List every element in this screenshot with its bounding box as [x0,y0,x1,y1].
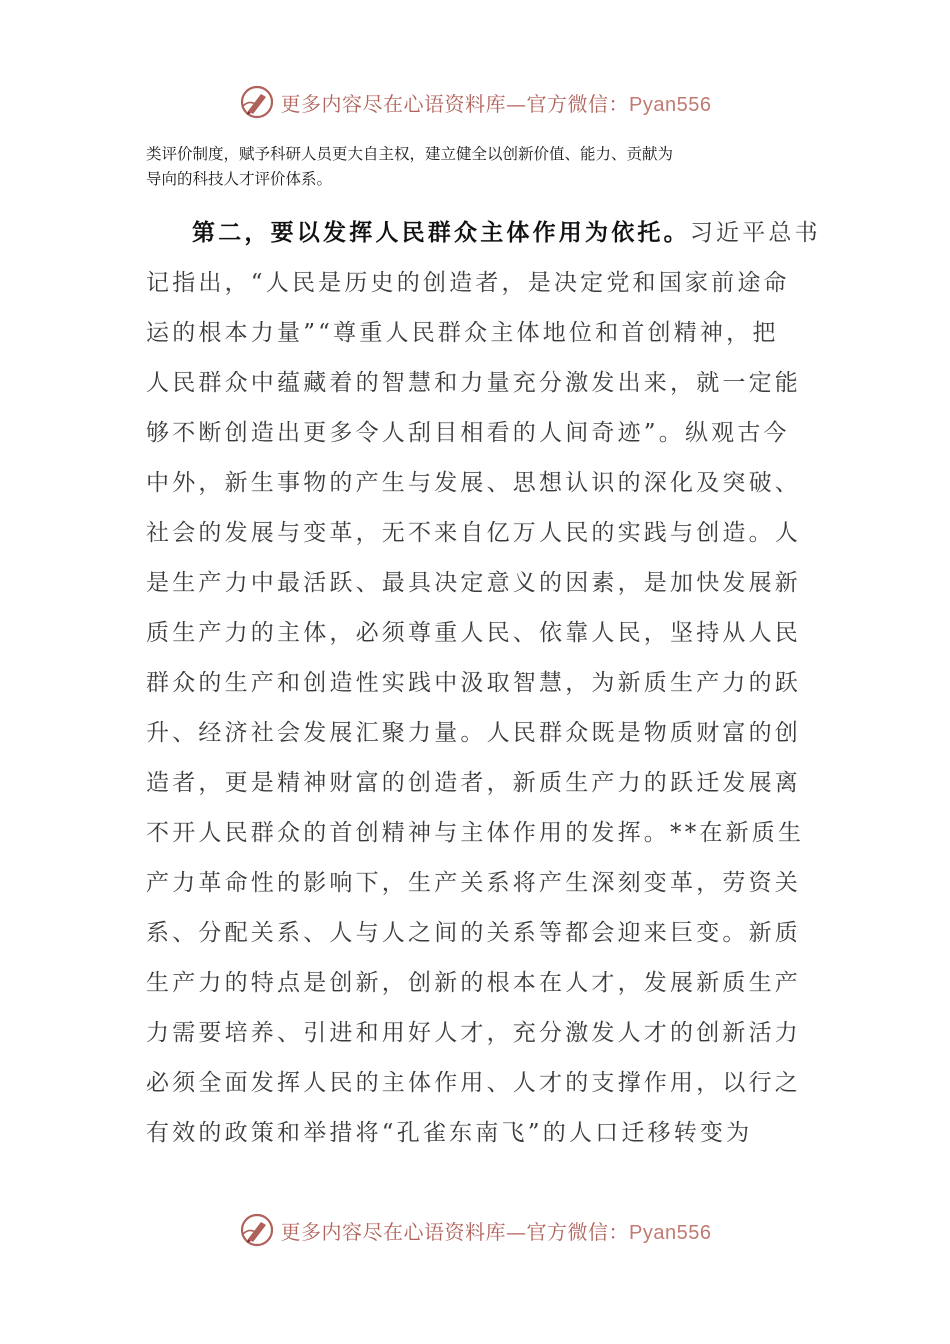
carryover-line: 类评价制度，赋予科研人员更大自主权，建立健全以创新价值、能力、贡献为 [146,145,674,163]
carryover-line: 导向的科技人才评价体系。 [146,170,333,188]
paragraph-line: 系、分配关系、人与人之间的关系等都会迎来巨变。新质 [146,920,801,946]
paragraph-line: 运的根本力量”“尊重人民群众主体地位和首创精神，把 [146,320,779,346]
pen-logo-icon [239,84,275,120]
paragraph-line: 产力革命性的影响下，生产关系将产生深刻变革，劳资关 [146,870,801,896]
paragraph-first-line-rest: 习近平总书 [689,220,821,246]
paragraph-line: 升、经济社会发展汇聚力量。人民群众既是物质财富的创 [146,720,801,746]
paragraph-line: 必须全面发挥人民的主体作用、人才的支撑作用，以行之 [146,1070,801,1096]
paragraph-line: 力需要培养、引进和用好人才，充分激发人才的创新活力 [146,1020,801,1046]
paragraph-line: 人民群众中蕴藏着的智慧和力量充分激发出来，就一定能 [146,370,801,396]
carryover-text [146,142,806,192]
paragraph-line: 不开人民群众的首创精神与主体作用的发挥。**在新质生 [146,820,805,846]
body-paragraph [146,208,821,1158]
footer-banner [0,1210,950,1250]
banner-text: 更多内容尽在心语资料库—官方微信：Pyan556 [280,1219,712,1244]
paragraph-line: 中外，新生事物的产生与发展、思想认识的深化及突破、 [146,470,801,496]
paragraph-lead: 第二，要以发挥人民群众主体作用为依托。 [192,219,690,246]
wechat-id: Pyan556 [629,1221,712,1244]
paragraph-line: 造者，更是精神财富的创造者，新质生产力的跃迁发展离 [146,770,801,796]
paragraph-line: 群众的生产和创造性实践中汲取智慧，为新质生产力的跃 [146,670,801,696]
paragraph-line: 质生产力的主体，必须尊重人民、依靠人民，坚持从人民 [146,620,801,646]
paragraph-line: 记指出，“人民是历史的创造者，是决定党和国家前途命 [146,270,790,296]
paragraph-first-line [146,208,821,258]
header-banner [0,82,950,122]
paragraph-line: 生产力的特点是创新，创新的根本在人才，发展新质生产 [146,970,801,996]
paragraph-line: 社会的发展与变革，无不来自亿万人民的实践与创造。人 [146,520,801,546]
paragraph-line: 够不断创造出更多令人刮目相看的人间奇迹”。纵观古今 [146,420,790,446]
pen-logo-icon [239,1212,275,1248]
banner-text: 更多内容尽在心语资料库—官方微信：Pyan556 [280,91,712,116]
wechat-id: Pyan556 [629,93,712,116]
paragraph-line: 是生产力中最活跃、最具决定意义的因素，是加快发展新 [146,570,801,596]
paragraph-line: 有效的政策和举措将“孔雀东南飞”的人口迁移转变为 [146,1120,753,1146]
